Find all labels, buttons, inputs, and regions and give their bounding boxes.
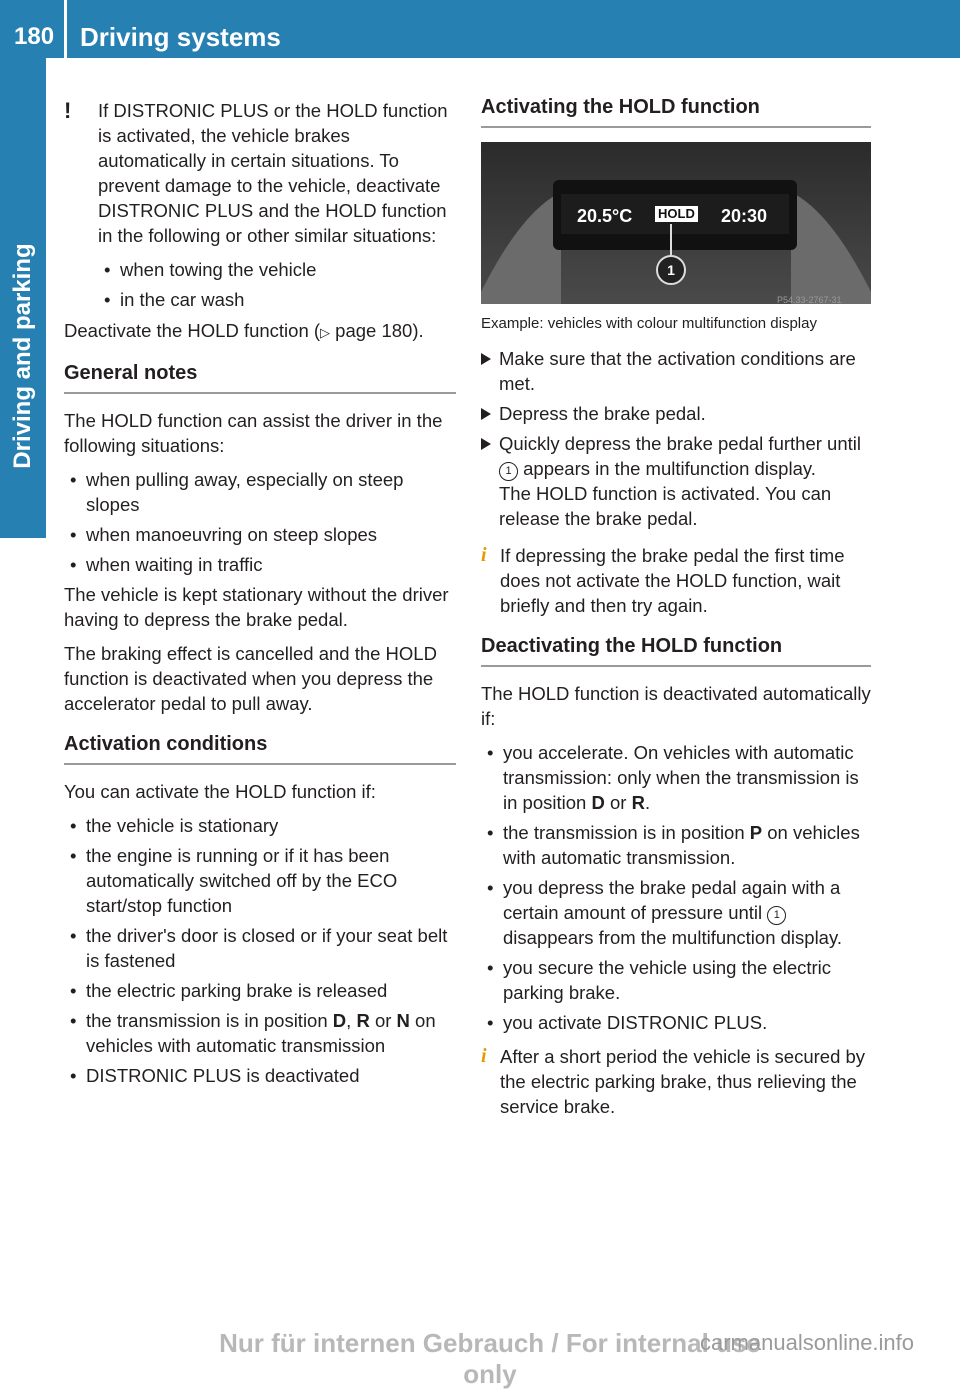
list-item — [64, 1008, 456, 1058]
text: , — [346, 1010, 357, 1031]
step-text: appears in the multifunction display. — [518, 458, 816, 479]
heading-general-notes: General notes — [64, 361, 456, 394]
info-icon: i — [481, 1045, 487, 1067]
step-arrow-icon — [481, 408, 491, 420]
display-time: 20:30 — [721, 206, 768, 226]
site-watermark: carmanualsonline.info — [700, 1330, 915, 1355]
info-text: If depressing the brake pedal the first time does not activate the HOLD function, wait briefly and then try again. — [500, 545, 845, 616]
gear-r: R — [356, 1010, 370, 1031]
internal-use-watermark: Nur für internen Gebrauch / For internal use only — [219, 1328, 761, 1389]
instrument-cluster-photo — [481, 142, 871, 304]
chapter-label: Driving and parking — [9, 243, 36, 469]
list-item: • you secure the vehicle using the electric parking brake. — [481, 955, 871, 1005]
display-temperature: 20.5°C — [577, 206, 633, 226]
info-text: After a short period the vehicle is secured by the electric parking brake, thus relieving the service brake. — [500, 1046, 866, 1117]
left-column — [64, 98, 456, 1093]
text: . — [644, 792, 651, 813]
text: on vehicles with automatic transmission — [86, 1010, 436, 1056]
info-icon: i — [481, 544, 487, 566]
step-arrow-icon — [481, 353, 491, 365]
list-item: • when pulling away, especially on steep slopes — [64, 467, 456, 517]
gear-p: P — [749, 822, 763, 843]
page-number: 180 — [14, 23, 55, 50]
list-item: • when waiting in traffic — [64, 552, 456, 577]
heading-activation-conditions: Activation conditions — [64, 732, 456, 765]
callout-1-icon: 1 — [499, 462, 518, 481]
header-bar — [0, 0, 960, 58]
list-item: • the vehicle is stationary — [64, 813, 456, 838]
list-item — [481, 820, 871, 870]
reference-text: Deactivate the HOLD function ( — [64, 320, 321, 341]
paragraph: The vehicle is kept stationary without the driver having to depress the brake pedal. — [64, 584, 449, 630]
text: on vehicles with automatic transmission. — [503, 822, 860, 868]
chapter-side-tab — [0, 58, 46, 538]
text: you accelerate. On vehicles with automatic transmission: only when the transmission is in position — [503, 742, 859, 813]
list-item: • in the car wash — [98, 287, 456, 312]
paragraph: The braking effect is cancelled and the HOLD function is deactivated when you depress the accelerator pedal to pull away. — [64, 643, 437, 714]
step — [481, 431, 871, 531]
step-arrow-icon — [481, 438, 491, 450]
list-item: • the engine is running or if it has been automatically switched off by the ECO start/stop function — [64, 843, 456, 918]
text: the transmission is in position — [503, 822, 750, 843]
info-note — [481, 1044, 871, 1119]
text: you depress the brake pedal again with a certain amount of pressure until — [503, 877, 841, 923]
gear-n: N — [396, 1010, 410, 1031]
list-item: • you activate DISTRONIC PLUS. — [481, 1010, 871, 1035]
step-text: Quickly depress the brake pedal further until — [499, 433, 861, 454]
text: the transmission is in position — [86, 1010, 333, 1031]
photo-caption: Example: vehicles with colour multifunction display — [481, 315, 817, 332]
step-text: Make sure that the activation conditions are met. — [499, 348, 856, 394]
photo-code: P54.33-2767-31 — [777, 295, 842, 304]
activation-intro: You can activate the HOLD function if: — [64, 781, 376, 802]
heading-deactivating: Deactivating the HOLD function — [481, 634, 871, 667]
text: disappears from the multifunction display. — [503, 927, 842, 948]
warning-note — [64, 98, 456, 312]
right-column — [481, 95, 871, 1128]
info-note — [481, 543, 871, 618]
heading-activating: Activating the HOLD function — [481, 95, 871, 128]
callout-1-icon: 1 — [667, 262, 675, 278]
display-hold-indicator: HOLD — [655, 206, 698, 222]
list-item: • the driver's door is closed or if your seat belt is fastened — [64, 923, 456, 973]
step — [481, 401, 871, 426]
list-item: • when towing the vehicle — [98, 257, 456, 282]
page-ref-arrow-icon: ▷ — [320, 325, 331, 340]
cluster-illustration — [481, 142, 871, 304]
gear-d: D — [332, 1010, 347, 1031]
list-item — [481, 875, 871, 950]
general-notes-intro: The HOLD function can assist the driver in the following situations: — [64, 410, 443, 456]
page-ref-link[interactable]: page 180). — [330, 320, 424, 341]
text: or — [369, 1010, 397, 1031]
list-item — [481, 740, 871, 815]
step — [481, 346, 871, 396]
warning-text: If DISTRONIC PLUS or the HOLD function is activated, the vehicle brakes automatically in certain situations. To prevent damage to the vehicle, deactivate DISTRONIC PLUS and the HOLD function in the following or other similar situations: — [98, 100, 448, 246]
list-item: • when manoeuvring on steep slopes — [64, 522, 456, 547]
deactivating-intro: The HOLD function is deactivated automatically if: — [481, 683, 871, 729]
text: or — [604, 792, 632, 813]
deactivate-reference — [64, 318, 456, 345]
list-item: • DISTRONIC PLUS is deactivated — [64, 1063, 456, 1088]
gear-d: D — [591, 792, 605, 813]
section-title: Driving systems — [80, 22, 281, 52]
warning-icon: ! — [64, 98, 72, 123]
step-text: Depress the brake pedal. — [499, 403, 706, 424]
header-divider — [64, 0, 67, 58]
list-item: • the electric parking brake is released — [64, 978, 456, 1003]
callout-1-icon: 1 — [767, 906, 786, 925]
step-result: The HOLD function is activated. You can release the brake pedal. — [499, 483, 832, 529]
gear-r: R — [631, 792, 645, 813]
